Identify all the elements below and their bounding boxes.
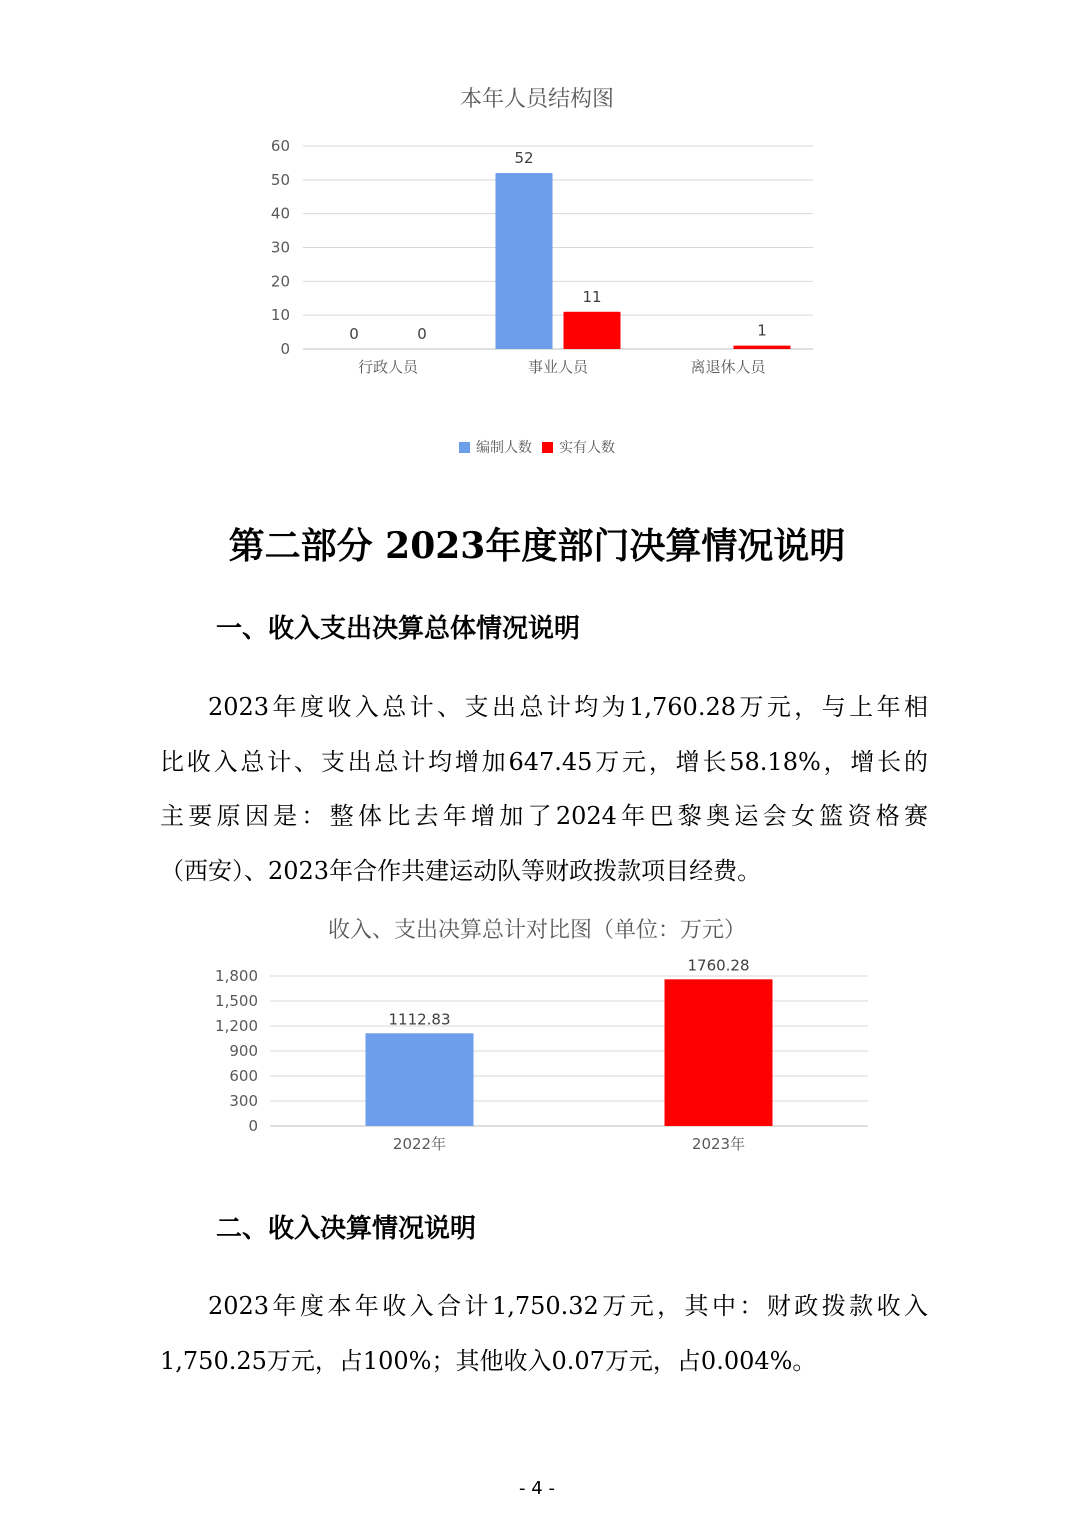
x-tick-label: 行政人员 — [357, 358, 419, 376]
section1-line-2: 比收入总计、支出总计均增加647.45万元，增长58.18%，增长的 — [160, 747, 928, 776]
y-tick-label: 300 — [229, 1092, 258, 1110]
y-tick-label: 1,800 — [215, 967, 258, 985]
totals-chart-title: 收入、支出决算总计对比图（单位：万元） — [327, 918, 746, 943]
bar — [366, 1033, 474, 1126]
section1-heading: 一、收入支出决算总体情况说明 — [216, 614, 581, 644]
x-tick-label: 2022年 — [392, 1135, 447, 1153]
legend-item-actual — [542, 437, 615, 457]
section2-paragraph — [160, 1279, 928, 1388]
legend-item-planned — [459, 437, 532, 457]
data-label: 1760.28 — [687, 956, 750, 975]
x-tick-label: 事业人员 — [527, 358, 589, 376]
bar — [564, 312, 621, 349]
y-tick-label: 0 — [248, 1117, 258, 1135]
data-label: 11 — [582, 287, 602, 306]
y-tick-label: 0 — [280, 340, 290, 358]
totals-chart — [0, 940, 1074, 1180]
section1-paragraph — [160, 680, 928, 898]
section1-line-1: 2023年度收入总计、支出总计均为1,760.28万元，与上年相 — [208, 693, 928, 721]
bar — [734, 346, 791, 349]
y-tick-label: 1,200 — [215, 1017, 258, 1035]
section2-line-2: 1,750.25万元，占100%；其他收入0.07万元，占0.004%。 — [160, 1346, 817, 1375]
staff-chart-legend — [0, 437, 1074, 457]
staff-chart — [0, 0, 1074, 400]
main-heading: 第二部分 2023年度部门决算情况说明 — [228, 525, 846, 567]
legend-label-planned: 编制人数 — [476, 440, 532, 456]
y-tick-label: 20 — [270, 272, 290, 291]
data-label: 0 — [417, 325, 427, 343]
section2-line-1: 2023年度本年收入合计1,750.32万元，其中：财政拨款收入 — [208, 1292, 928, 1320]
bar — [496, 173, 553, 349]
y-tick-label: 50 — [270, 170, 290, 189]
y-tick-label: 10 — [270, 306, 290, 325]
legend-label-actual: 实有人数 — [559, 440, 615, 456]
y-tick-label: 600 — [229, 1067, 258, 1085]
bar — [665, 979, 773, 1126]
staff-chart-title: 本年人员结构图 — [459, 87, 614, 112]
y-tick-label: 900 — [229, 1042, 258, 1060]
y-tick-label: 30 — [270, 238, 290, 257]
x-tick-label: 离退休人员 — [690, 358, 766, 376]
data-label: 1 — [757, 321, 767, 340]
section1-line-3: 主要原因是：整体比去年增加了2024年巴黎奥运会女篮资格赛 — [160, 802, 928, 830]
section1-line-4: （西安）、2023年合作共建运动队等财政拨款项目经费。 — [160, 856, 762, 885]
x-tick-label: 2023年 — [691, 1135, 746, 1153]
y-tick-label: 40 — [270, 204, 290, 223]
data-label: 52 — [514, 149, 534, 168]
legend-swatch-planned — [459, 442, 470, 453]
page-number: - 4 - — [519, 1478, 555, 1499]
data-label: 0 — [349, 325, 359, 343]
y-tick-label: 60 — [270, 137, 290, 155]
y-tick-label: 1,500 — [215, 992, 258, 1010]
data-label: 1112.83 — [388, 1010, 451, 1029]
legend-swatch-actual — [542, 442, 553, 453]
section2-heading: 二、收入决算情况说明 — [216, 1214, 477, 1244]
